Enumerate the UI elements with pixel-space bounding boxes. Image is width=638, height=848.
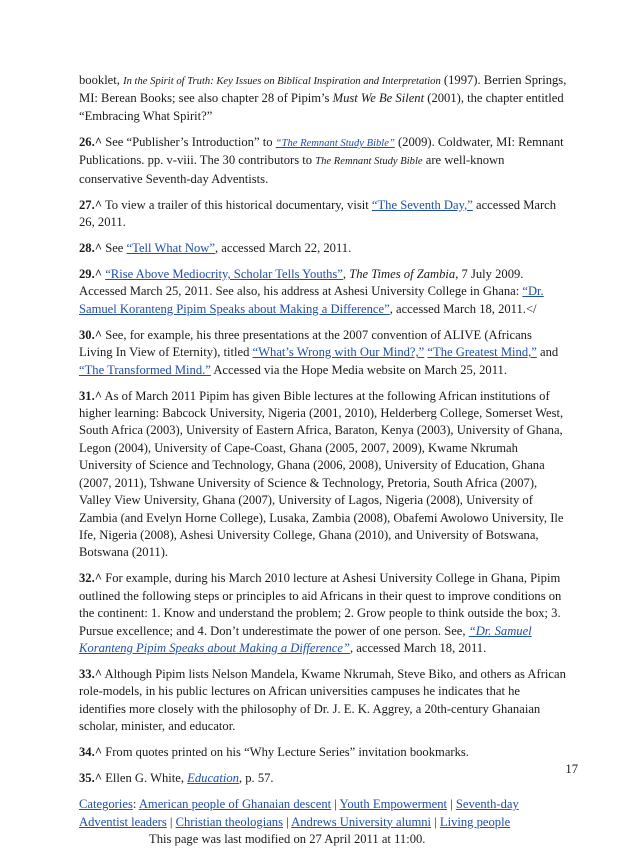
text: For example, during his March 2010 lecture at Ashesi University College in Ghana, Pipim outlined the following steps or principles to aid Africans in their quest to improve conditions on the continent: 1. Know and understand the problem; 2. Grow people to think outside the box; 3. Pursue excellence; and 4. Don’t underestimate the power of one person. See, (79, 571, 562, 638)
category-link[interactable]: Andrews University alumni (291, 814, 432, 829)
text: and (536, 345, 559, 360)
tell-what-now-link[interactable]: “Tell What Now” (126, 241, 215, 256)
footnote-32 (79, 570, 567, 657)
text: Accessed via the Hope Media website on March 25, 2011. (210, 362, 507, 377)
making-a-difference-link[interactable]: “Dr. Samuel Koranteng Pipim Speaks about Making a Difference” (79, 623, 532, 655)
category-link[interactable]: Seventh-day Adventist leaders (79, 797, 519, 829)
transformed-mind-link[interactable]: “The Transformed Mind.” (79, 362, 211, 377)
footnote-35 (79, 770, 567, 787)
education-link[interactable]: Education (187, 771, 239, 786)
separator: | (431, 814, 440, 829)
text: , accessed March 18, 2011.</ (389, 301, 537, 316)
footnote-number[interactable]: 33.^ (79, 666, 103, 681)
footnote-number[interactable]: 35.^ (79, 771, 103, 786)
category-link[interactable]: Youth Empowerment (339, 797, 448, 812)
footnote-27 (79, 197, 567, 232)
footnote-33 (79, 666, 567, 736)
text: accessed March 26, 2011. (79, 197, 557, 230)
footnote-26 (79, 134, 567, 188)
newspaper-title: The Times of Zambia (349, 267, 456, 282)
text: From quotes printed on his “Why Lecture Series” invitation bookmarks. (102, 745, 469, 760)
text: Ellen G. White, (102, 771, 188, 786)
categories-link[interactable]: Categories (79, 797, 133, 812)
footnote-31 (79, 388, 567, 562)
text: As of March 2011 Pipim has given Bible lectures at the following African institutions of higher learning: Babcock University, Nigeria (2001, 2010), Helderberg College, Somerset West, South Africa (2003), University of Eastern Africa, Baraton, Kenya (2003), University of Ghana, Legon (2004), University of Cape-Coast, Ghana (2005, 2007, 2009), Kwame Nkrumah University of Science and Technology, Ghana (2006, 2008), University of Education, Ghana (2007, 2011), Tshwane University of Science & Technology, Pretoria, South Africa (2007), Valley View University, Ghana (2007), University of Lagos, Nigeria (2008), University of Zambia (and Evelyn Horne College), Lusaka, Zambia (2008), Obafemi Awolowo University, Ile Ife, Nigeria (2008), Ashesi University College, Ghana (2010), and University of Botswana, Botswana (2011). (79, 388, 564, 560)
greatest-mind-link[interactable]: “The Greatest Mind,” (427, 345, 537, 360)
text: : (132, 797, 139, 812)
text: booklet, (79, 73, 124, 87)
text: Although Pipim lists Nelson Mandela, Kwame Nkrumah, Steve Biko, and others as African role-models, in his public lectures on African universities campuses he indicates that he identifies more closely with the philosophy of Dr. J. E. K. Aggrey, a 20th-century Ghanaian scholar, minister, and educator. (79, 666, 566, 734)
text: , accessed March 22, 2011. (214, 241, 352, 256)
footnote-number[interactable]: 27.^ (79, 197, 103, 212)
separator: | (331, 797, 340, 812)
text: See, for example, his three presentations at the 2007 convention of ALIVE (Africans Living In View of Eternity), titled (79, 327, 532, 360)
seventh-day-link[interactable]: “The Seventh Day,” (371, 197, 473, 212)
text: , accessed March 18, 2011. (349, 640, 487, 655)
separator: | (447, 797, 456, 812)
text: See “Publisher’s Introduction” to (102, 134, 276, 149)
text: , p. 57. (238, 771, 274, 786)
footnote-number[interactable]: 31.^ (79, 388, 103, 403)
category-link[interactable]: American people of Ghanaian descent (138, 797, 332, 812)
remnant-study-bible-link[interactable]: “The Remnant Study Bible” (275, 137, 395, 149)
last-modified: This page was last modified on 27 April 2011 at 11:00. (149, 831, 426, 846)
book-title: In the Spirit of Truth: Key Issues on Biblical Inspiration and Interpretation (123, 76, 441, 87)
text: (1997). Berrien Springs, MI: Berean Books; see also chapter 28 of Pipim’s (79, 73, 567, 106)
footnote-number[interactable]: 30.^ (79, 327, 103, 342)
text: See (102, 241, 127, 256)
paragraph-booklet (79, 72, 567, 125)
text: , (342, 267, 350, 282)
footnote-number[interactable]: 28.^ (79, 241, 103, 256)
category-link[interactable]: Living people (439, 814, 511, 829)
footnote-34 (79, 744, 567, 761)
footnote-number[interactable]: 26.^ (79, 134, 103, 149)
footnote-number[interactable]: 29.^ (79, 267, 103, 282)
text: To view a trailer of this historical documentary, visit (102, 197, 372, 212)
document-body (79, 72, 567, 848)
whats-wrong-with-our-mind-link[interactable]: “What’s Wrong with Our Mind?,” (252, 345, 425, 360)
footnote-number[interactable]: 34.^ (79, 745, 103, 760)
rise-above-mediocrity-link[interactable]: “Rise Above Mediocrity, Scholar Tells Youths” (105, 267, 343, 282)
category-link[interactable]: Christian theologians (175, 814, 283, 829)
footnote-30 (79, 327, 567, 379)
making-a-difference-link[interactable]: “Dr. Samuel Koranteng Pipim Speaks about Making a Difference” (79, 284, 544, 316)
separator: | (166, 814, 176, 829)
page-number: 17 (565, 762, 578, 776)
text: are well-known conservative Seventh-day Adventists. (79, 153, 505, 186)
text: (2001), the chapter entitled “Embracing What Spirit?” (79, 91, 564, 123)
book-title: Must We Be Silent (332, 91, 425, 106)
text: , 7 July 2009. Accessed March 25, 2011. See also, his address at Ashesi University College in Ghana: (79, 267, 524, 299)
footnote-number[interactable]: 32.^ (79, 571, 103, 586)
book-title: The Remnant Study Bible (315, 156, 423, 168)
footnote-28 (79, 240, 567, 257)
separator: | (283, 814, 292, 829)
footnote-29 (79, 266, 567, 318)
text: (2009). Coldwater, MI: Remnant Publications. pp. v-viii. The 30 contributors to (79, 134, 564, 168)
